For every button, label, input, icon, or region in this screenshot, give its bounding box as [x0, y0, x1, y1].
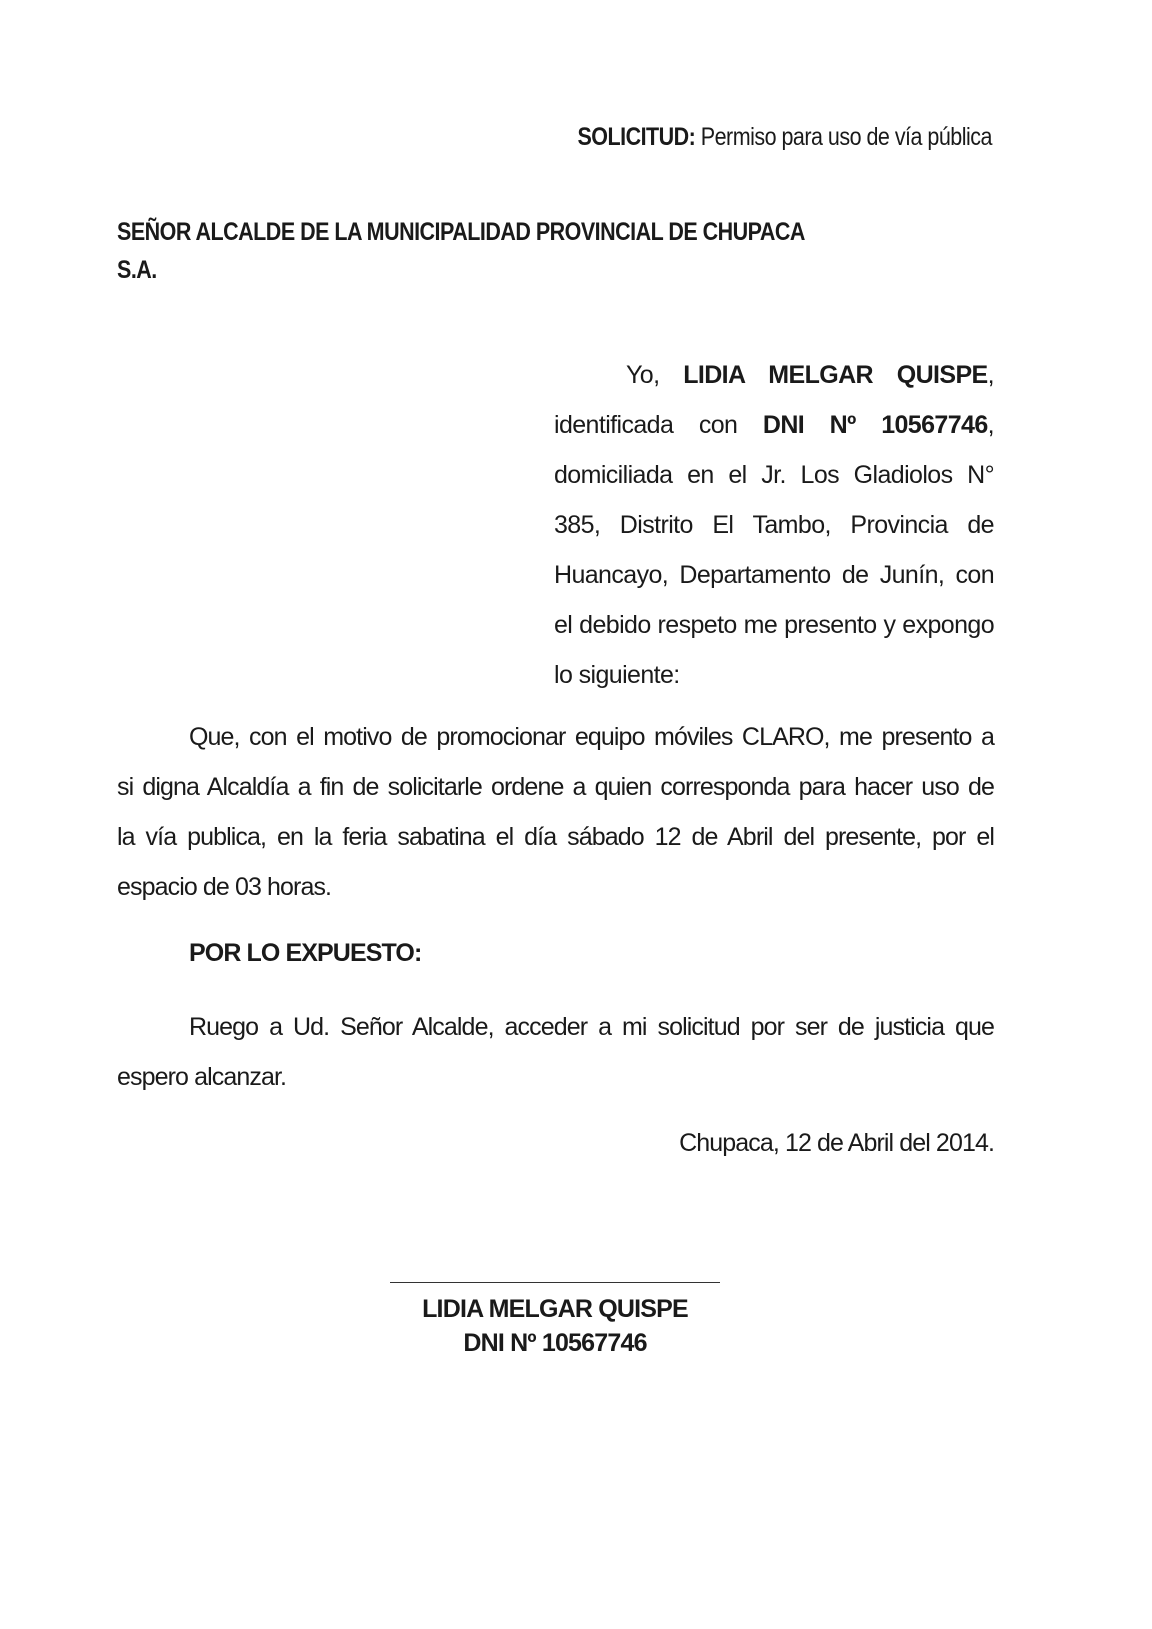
request-line: si digna Alcaldía a fin de solicitarle ordene a quien corresponda para hacer uso de — [117, 773, 994, 801]
closing-paragraph — [117, 1002, 994, 1102]
intro-line-3: domiciliada en el Jr. Los Gladiolos N° — [554, 461, 994, 489]
applicant-dni: DNI Nº 10567746 — [762, 411, 988, 439]
intro-identified: identificada con — [554, 411, 738, 439]
intro-yo: Yo, — [626, 361, 660, 389]
addressee-line-1: SEÑOR ALCALDE DE LA MUNICIPALIDAD PROVINCIAL DE CHUPACA — [117, 218, 805, 246]
request-paragraph — [117, 712, 994, 912]
closing-line: espero alcanzar. — [117, 1063, 287, 1091]
addressee-line-2: S.A. — [117, 256, 157, 284]
closing-line: Ruego a Ud. Señor Alcalde, acceder a mi solicitud por ser de justicia que — [189, 1013, 994, 1041]
addressee — [117, 213, 1063, 289]
por-lo-expuesto-heading: POR LO EXPUESTO: — [189, 939, 422, 967]
request-line: la vía publica, en la feria sabatina el día sábado 12 de Abril del presente, por el — [117, 823, 994, 851]
intro-line-1 — [554, 350, 994, 400]
request-line: espacio de 03 horas. — [117, 873, 332, 901]
intro-line-6: el debido respeto me presento y expongo — [554, 611, 994, 639]
comma: , — [987, 411, 994, 439]
subject-text: Permiso para uso de vía pública — [695, 123, 992, 151]
signature-dni: DNI Nº 10567746 — [463, 1329, 647, 1357]
subject-line — [578, 122, 992, 152]
subject-label: SOLICITUD: — [577, 123, 696, 151]
comma: , — [987, 361, 994, 389]
intro-line-2 — [554, 400, 994, 450]
signature-line — [390, 1282, 720, 1283]
intro-line-7: lo siguiente: — [554, 661, 680, 689]
intro-paragraph — [554, 350, 994, 700]
intro-line-4: 385, Distrito El Tambo, Provincia de — [554, 511, 994, 539]
applicant-name: LIDIA MELGAR QUISPE — [683, 361, 988, 389]
request-line: Que, con el motivo de promocionar equipo móviles CLARO, me presento a — [189, 723, 994, 751]
date-line: Chupaca, 12 de Abril del 2014. — [679, 1129, 994, 1157]
intro-line-5: Huancayo, Departamento de Junín, con — [554, 561, 994, 589]
signature-name: LIDIA MELGAR QUISPE — [422, 1295, 688, 1323]
